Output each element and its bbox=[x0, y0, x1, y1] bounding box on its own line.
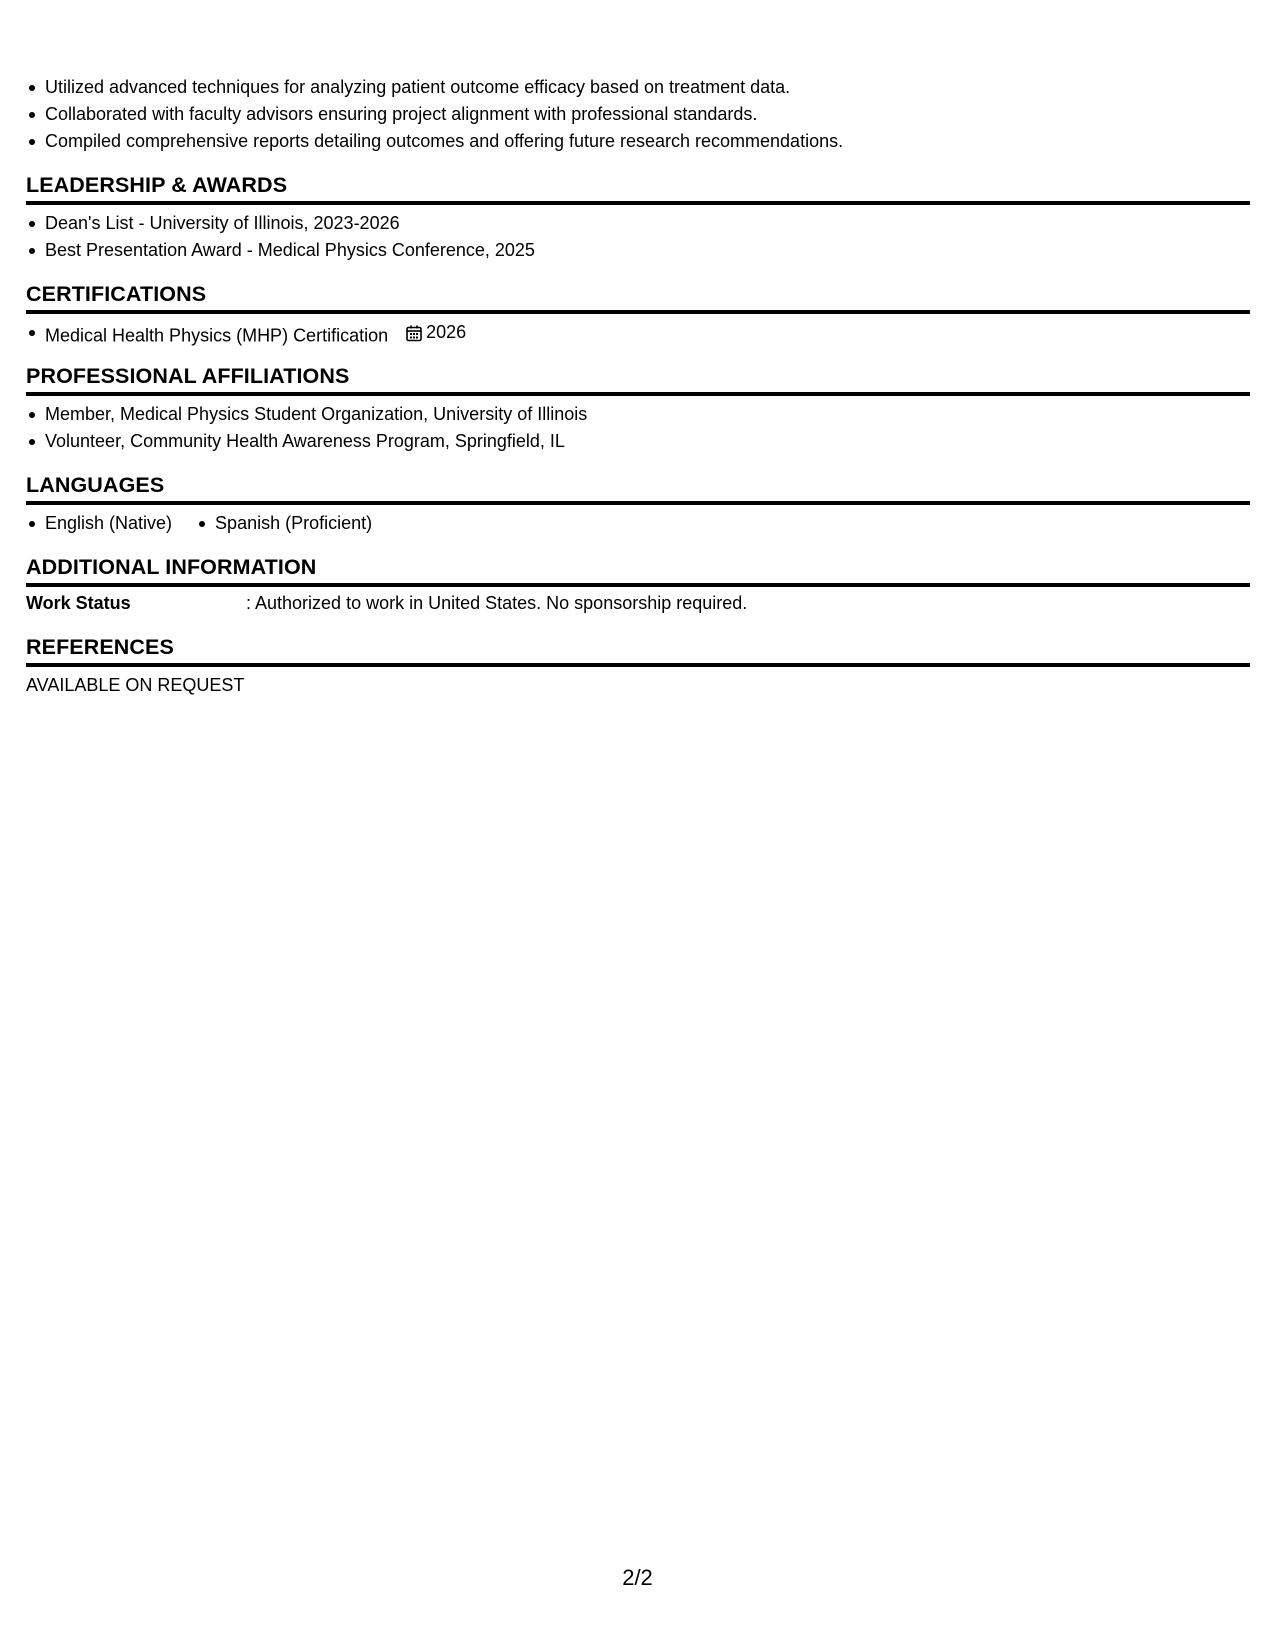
work-status-label: Work Status bbox=[26, 593, 131, 613]
section-title: LEADERSHIP & AWARDS bbox=[26, 173, 288, 197]
section-title: PROFESSIONAL AFFILIATIONS bbox=[26, 364, 350, 388]
work-status-value: : Authorized to work in United States. No sponsorship required. bbox=[246, 593, 748, 613]
list-item bbox=[26, 319, 1250, 346]
list-item: Spanish (Proficient) bbox=[196, 510, 372, 537]
calendar-icon bbox=[405, 324, 423, 342]
additional-info-section bbox=[26, 553, 1250, 617]
section-divider bbox=[26, 392, 1250, 396]
list-item: Volunteer, Community Health Awareness Program, Springfield, IL bbox=[26, 428, 1250, 455]
list-item: Member, Medical Physics Student Organization, University of Illinois bbox=[26, 401, 1250, 428]
section-divider bbox=[26, 310, 1250, 314]
list-item: Compiled comprehensive reports detailing outcomes and offering future research recommendations. bbox=[26, 128, 1250, 155]
affiliations-section bbox=[26, 362, 1250, 455]
section-divider bbox=[26, 583, 1250, 587]
section-divider bbox=[26, 663, 1250, 667]
list-item: English (Native) bbox=[26, 510, 172, 537]
certifications-list bbox=[26, 319, 1250, 346]
list-item: Best Presentation Award - Medical Physics Conference, 2025 bbox=[26, 237, 1250, 264]
list-item: Utilized advanced techniques for analyzing patient outcome efficacy based on treatment data. bbox=[26, 74, 1250, 101]
certifications-section bbox=[26, 280, 1250, 346]
section-divider bbox=[26, 501, 1250, 505]
references-section bbox=[26, 633, 1250, 699]
affiliations-list bbox=[26, 401, 1250, 455]
section-title: LANGUAGES bbox=[26, 473, 165, 497]
list-item: Dean's List - University of Illinois, 2023-2026 bbox=[26, 210, 1250, 237]
languages-section bbox=[26, 471, 1250, 537]
section-title: REFERENCES bbox=[26, 635, 174, 659]
languages-list bbox=[26, 510, 1250, 537]
certification-name: Medical Health Physics (MHP) Certification bbox=[45, 325, 389, 346]
leadership-section bbox=[26, 171, 1250, 264]
list-item: Collaborated with faculty advisors ensuring project alignment with professional standards. bbox=[26, 101, 1250, 128]
references-text: AVAILABLE ON REQUEST bbox=[26, 675, 245, 695]
work-status-row bbox=[26, 590, 1250, 617]
resume-page bbox=[26, 0, 1250, 699]
section-title: ADDITIONAL INFORMATION bbox=[26, 555, 317, 579]
research-bullets bbox=[26, 74, 1250, 155]
certification-date bbox=[405, 319, 466, 346]
section-title: CERTIFICATIONS bbox=[26, 282, 207, 306]
leadership-list bbox=[26, 210, 1250, 264]
certification-year: 2026 bbox=[426, 322, 467, 342]
section-divider bbox=[26, 201, 1250, 205]
page-number: 2/2 bbox=[622, 1565, 653, 1590]
